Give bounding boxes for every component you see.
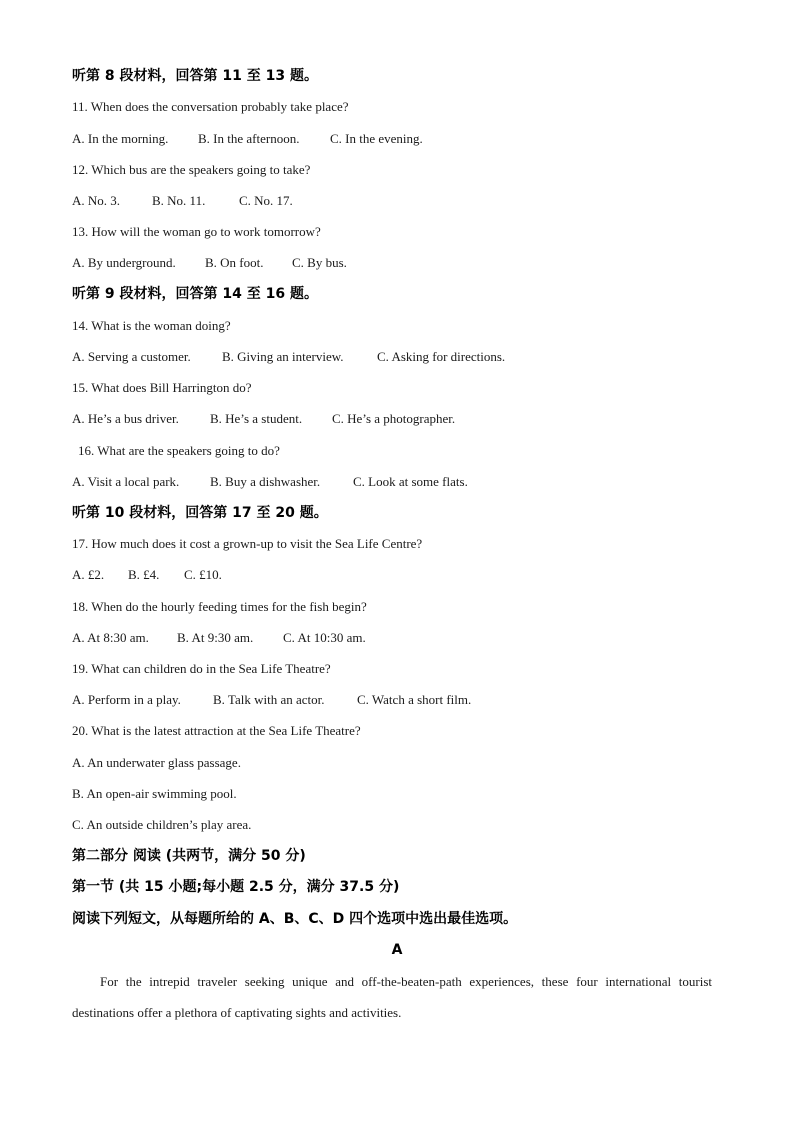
option-b: B. Talk with an actor. xyxy=(213,692,325,707)
option-20-c: C. An outside children’s play area. xyxy=(72,817,252,832)
question-19: 19. What can children do in the Sea Life Theatre? xyxy=(72,661,331,676)
section-heading-9: 听第 9 段材料，回答第 14 至 16 题。 xyxy=(72,286,318,302)
options-18 xyxy=(72,630,366,646)
option-b: B. Buy a dishwasher. xyxy=(210,474,321,489)
option-c: C. Asking for directions. xyxy=(377,349,506,364)
options-19 xyxy=(72,692,471,708)
options-14 xyxy=(72,349,505,365)
option-b: B. He’s a student. xyxy=(210,411,303,426)
options-16 xyxy=(72,474,468,490)
question-15: 15. What does Bill Harrington do? xyxy=(72,380,252,395)
options-17 xyxy=(72,567,222,583)
passage-letter: A xyxy=(391,942,403,958)
option-20-b: B. An open-air swimming pool. xyxy=(72,786,237,801)
option-c: C. At 10:30 am. xyxy=(283,630,366,645)
part2-title: 第二部分 阅读 (共两节，满分 50 分) xyxy=(72,848,306,864)
part2-section1-title: 第一节 (共 15 小题;每小题 2.5 分，满分 37.5 分) xyxy=(72,879,400,895)
option-a: A. No. 3. xyxy=(72,193,121,208)
question-20: 20. What is the latest attraction at the Sea Life Theatre? xyxy=(72,723,361,738)
options-12 xyxy=(72,193,293,209)
option-b: B. No. 11. xyxy=(152,193,206,208)
option-b: B. At 9:30 am. xyxy=(177,630,254,645)
option-c: C. No. 17. xyxy=(239,193,293,208)
options-13 xyxy=(72,255,347,271)
part2-instruction: 阅读下列短文，从每题所给的 A、B、C、D 四个选项中选出最佳选项。 xyxy=(72,911,518,927)
option-a: A. Visit a local park. xyxy=(72,474,180,489)
option-a: A. Perform in a play. xyxy=(72,692,181,707)
option-a: A. Serving a customer. xyxy=(72,349,191,364)
question-14: 14. What is the woman doing? xyxy=(72,318,231,333)
options-15 xyxy=(72,411,455,427)
passage-paragraph: For the intrepid traveler seeking unique and off-the-beaten-path experiences, these four international tourist destinations offer a plethora of captivating sights and activities. xyxy=(72,974,712,1020)
option-c: C. In the evening. xyxy=(330,131,423,146)
question-12: 12. Which bus are the speakers going to take? xyxy=(72,162,311,177)
option-a: A. At 8:30 am. xyxy=(72,630,149,645)
section-heading-10: 听第 10 段材料，回答第 17 至 20 题。 xyxy=(72,505,328,521)
options-11 xyxy=(72,131,423,147)
option-b: B. Giving an interview. xyxy=(222,349,344,364)
section-heading-8: 听第 8 段材料，回答第 11 至 13 题。 xyxy=(72,68,318,84)
option-c: C. He’s a photographer. xyxy=(332,411,456,426)
option-b: B. In the afternoon. xyxy=(198,131,300,146)
option-a: A. He’s a bus driver. xyxy=(72,411,179,426)
option-a: A. £2. xyxy=(72,567,105,582)
option-b: B. £4. xyxy=(128,567,160,582)
option-b: B. On foot. xyxy=(205,255,264,270)
option-20-a: A. An underwater glass passage. xyxy=(72,755,241,770)
option-a: A. In the morning. xyxy=(72,131,169,146)
question-13: 13. How will the woman go to work tomorrow? xyxy=(72,224,321,239)
question-11: 11. When does the conversation probably take place? xyxy=(72,99,349,114)
option-c: C. £10. xyxy=(184,567,222,582)
question-18: 18. When do the hourly feeding times for the fish begin? xyxy=(72,599,367,614)
question-16: 16. What are the speakers going to do? xyxy=(78,443,280,458)
question-17: 17. How much does it cost a grown-up to visit the Sea Life Centre? xyxy=(72,536,423,551)
option-c: C. Watch a short film. xyxy=(357,692,472,707)
option-c: C. By bus. xyxy=(292,255,347,270)
option-a: A. By underground. xyxy=(72,255,176,270)
option-c: C. Look at some flats. xyxy=(353,474,468,489)
